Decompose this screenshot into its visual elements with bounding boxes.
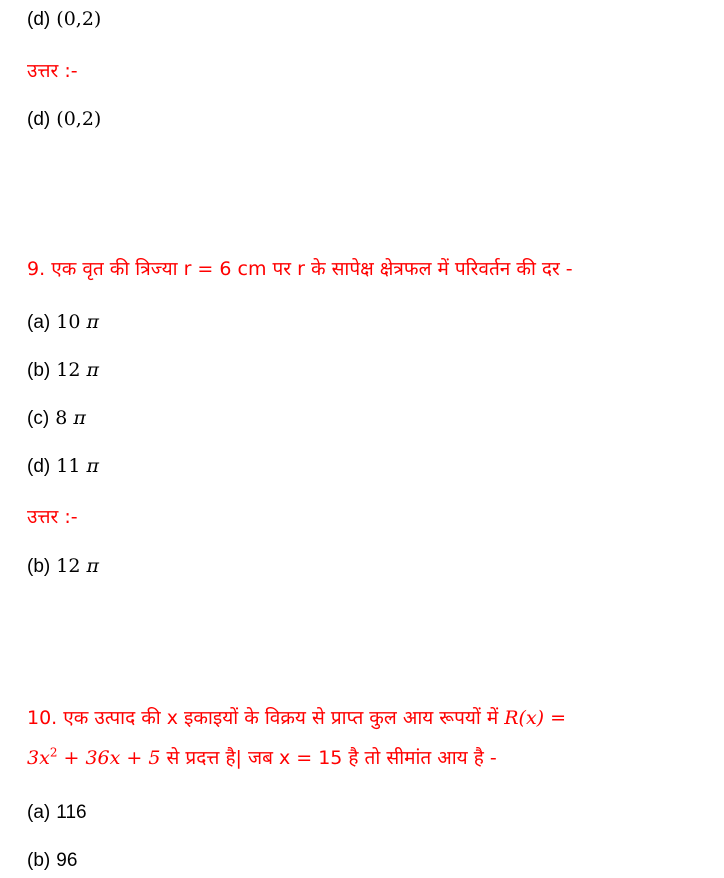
question-number: 9. xyxy=(27,258,46,280)
option-value: 8 xyxy=(55,407,68,429)
q9-option-d xyxy=(27,454,99,479)
question-10-line-2 xyxy=(27,746,497,770)
option-label: (d) xyxy=(27,456,51,477)
option-label: (c) xyxy=(27,408,50,429)
option-value: (0,2) xyxy=(56,8,102,30)
option-label: (b) xyxy=(27,360,51,381)
prev-answer xyxy=(27,107,101,132)
option-value: 12 xyxy=(56,359,81,381)
option-label: (d) xyxy=(27,9,51,30)
option-value: 10 xyxy=(56,311,81,333)
prev-answer-heading: उत्तर :- xyxy=(27,60,78,82)
answer-value: (0,2) xyxy=(56,108,102,130)
pi-symbol: π xyxy=(73,407,86,429)
question-9 xyxy=(27,257,573,281)
option-label: (a) xyxy=(27,802,51,823)
q9-answer xyxy=(27,554,99,579)
answer-label: (b) xyxy=(27,556,51,577)
prev-option-d xyxy=(27,7,101,32)
option-label: (a) xyxy=(27,312,51,333)
pi-symbol: π xyxy=(86,555,100,577)
question-number: 10. xyxy=(27,707,58,729)
q10-option-a xyxy=(27,800,87,825)
pi-symbol: π xyxy=(86,359,100,381)
q9-option-b xyxy=(27,358,99,383)
question-text: एक वृत की त्रिज्या r = 6 cm पर r के सापेक्ष क्षेत्रफल में परिवर्तन की दर - xyxy=(51,258,573,280)
pi-symbol: π xyxy=(86,311,100,333)
option-value: 96 xyxy=(56,850,78,871)
revenue-function: R(x) = xyxy=(504,707,567,729)
pi-symbol: π xyxy=(86,455,100,477)
answer-label: (d) xyxy=(27,109,51,130)
option-value: 11 xyxy=(56,455,81,477)
q10-option-b xyxy=(27,848,77,873)
polynomial: $3x^2 + 36x + 5$ xyxy=(27,745,161,769)
option-value: 116 xyxy=(56,802,87,823)
question-text: एक उत्पाद की x इकाइयों के विक्रय से प्राप्त कुल आय रूपयों में xyxy=(63,707,499,729)
q9-option-c xyxy=(27,406,86,431)
option-label: (b) xyxy=(27,850,51,871)
q9-option-a xyxy=(27,310,99,335)
question-text-continued: से प्रदत्त है| जब x = 15 है तो सीमांत आय है - xyxy=(166,747,497,769)
answer-value: 12 xyxy=(56,555,81,577)
question-10-line-1 xyxy=(27,706,566,730)
q9-answer-heading: उत्तर :- xyxy=(27,506,78,528)
